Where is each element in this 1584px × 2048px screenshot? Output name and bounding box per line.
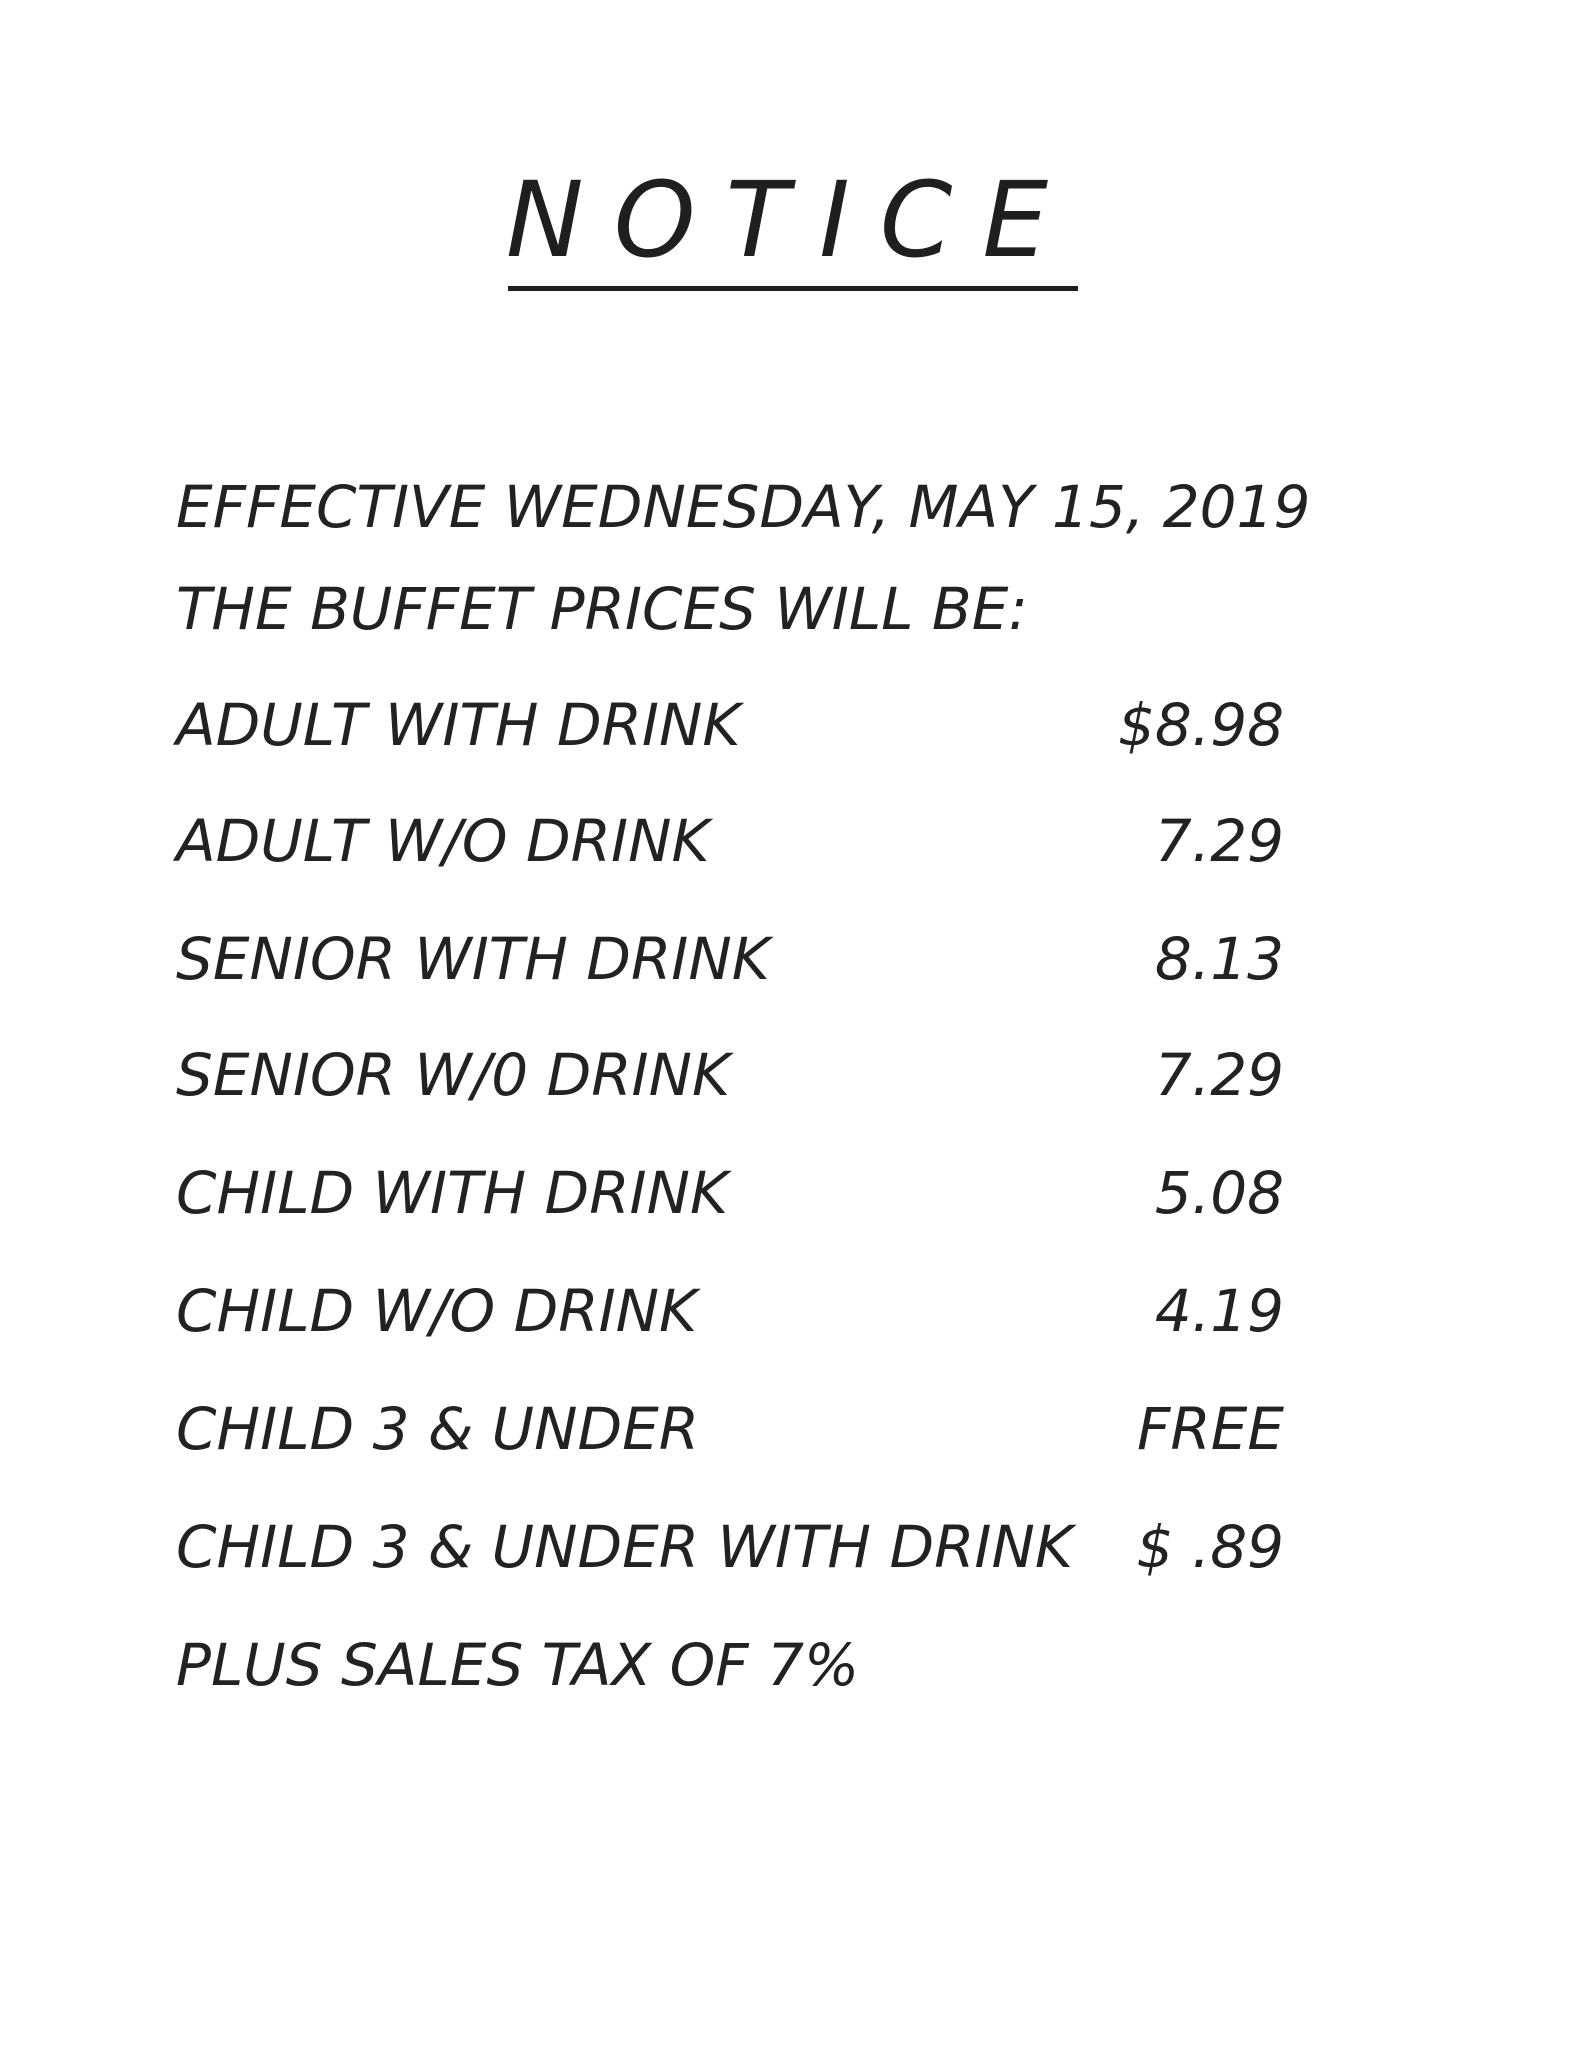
- sales-tax-line: PLUS SALES TAX OF 7%: [176, 1631, 860, 1699]
- price-value-child-with-drink: 5.08: [1154, 1159, 1284, 1227]
- notice-title: NOTICE: [505, 159, 1079, 281]
- price-value-child-without-drink: 4.19: [1154, 1277, 1284, 1345]
- price-label-adult-without-drink: ADULT W/O DRINK: [176, 807, 710, 875]
- title-underline: [508, 286, 1078, 291]
- price-label-senior-without-drink: SENIOR W/0 DRINK: [176, 1041, 731, 1109]
- price-value-child-3-and-under-with-drink: $ .89: [1136, 1513, 1284, 1581]
- price-value-adult-without-drink: 7.29: [1154, 807, 1284, 875]
- price-label-child-3-and-under-with-drink: CHILD 3 & UNDER WITH DRINK: [176, 1513, 1073, 1581]
- price-value-senior-without-drink: 7.29: [1154, 1041, 1284, 1109]
- effective-date-line: EFFECTIVE WEDNESDAY, MAY 15, 2019: [176, 473, 1311, 541]
- intro-line: THE BUFFET PRICES WILL BE:: [176, 575, 1028, 643]
- price-label-child-without-drink: CHILD W/O DRINK: [176, 1277, 698, 1345]
- price-label-senior-with-drink: SENIOR WITH DRINK: [176, 925, 770, 993]
- price-value-adult-with-drink: $8.98: [1117, 691, 1284, 759]
- price-value-child-3-and-under: FREE: [1137, 1395, 1284, 1463]
- price-label-child-with-drink: CHILD WITH DRINK: [176, 1159, 729, 1227]
- price-label-adult-with-drink: ADULT WITH DRINK: [176, 691, 741, 759]
- price-label-child-3-and-under: CHILD 3 & UNDER: [176, 1395, 700, 1463]
- price-value-senior-with-drink: 8.13: [1154, 925, 1284, 993]
